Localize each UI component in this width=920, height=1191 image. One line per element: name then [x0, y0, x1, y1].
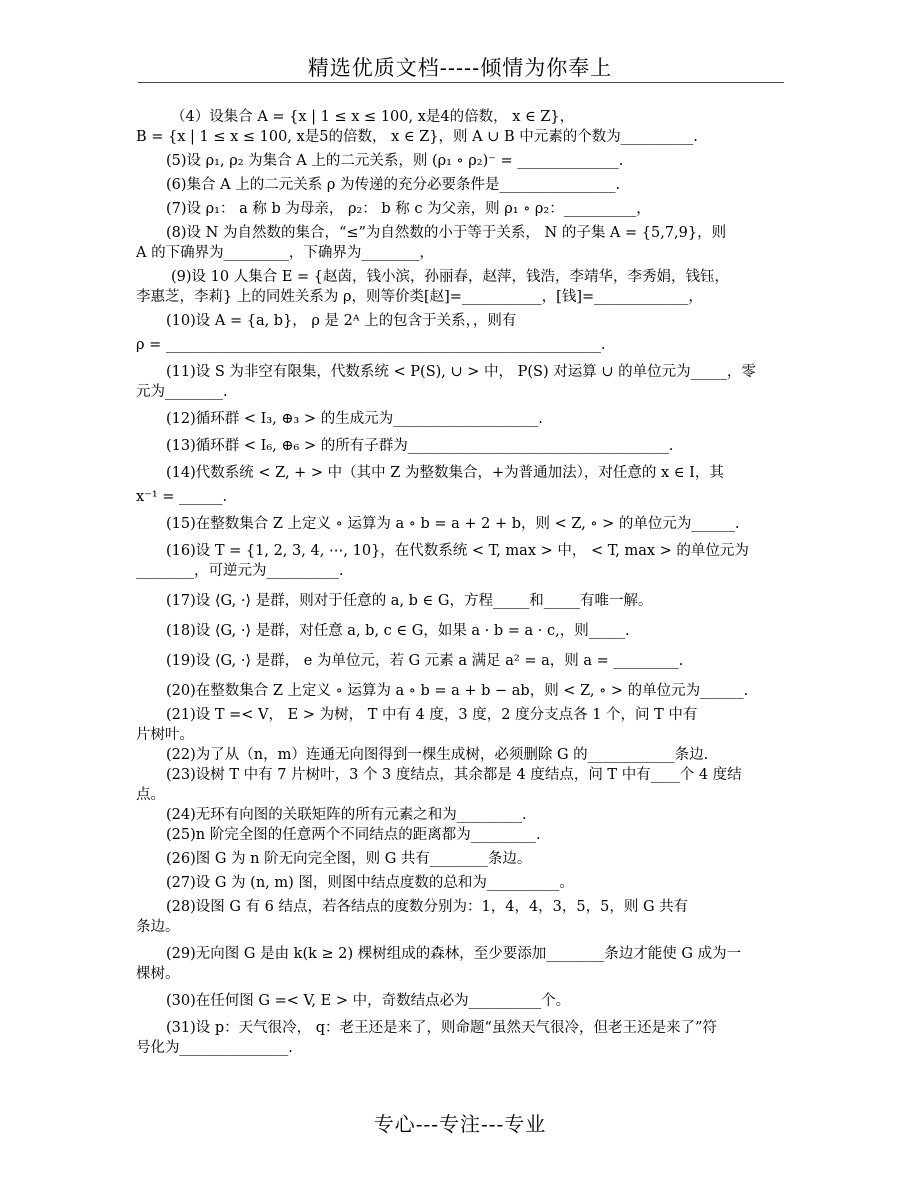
question-29-line-2: 棵树。 — [136, 966, 180, 982]
question-12: (12)循环群 < I₃, ⊕₃ > 的生成元为____________________. — [166, 411, 543, 427]
question-30: (30)在任何图 G =< V, E > 中，奇数结点必为__________个。 — [166, 993, 571, 1009]
question-19: (19)设 ⟨G, ·⟩ 是群， e 为单位元，若 G 元素 a 满足 a² = a，则 a = _________. — [166, 653, 684, 669]
question-26: (26)图 G 为 n 阶无向完全图，则 G 共有________条边。 — [166, 851, 532, 867]
question-15: (15)在整数集合 Z 上定义 ∘ 运算为 a ∘ b = a + 2 + b，则 < Z, ∘ > 的单位元为______. — [166, 516, 740, 532]
question-21-line-2: 片树叶。 — [136, 727, 194, 743]
question-9-line-2: 李惠芝，李莉} 上的同姓关系为 ρ，则等价类[赵]=___________，[钱]=_____________， — [136, 289, 703, 305]
question-29-line-1: (29)无向图 G 是由 k(k ≥ 2) 棵树组成的森林，至少要添加________条边才能使 G 成为一 — [166, 946, 742, 962]
question-4-line-1: （4）设集合 A = {x | 1 ≤ x ≤ 100, x是4的倍数， x ∈ Z}， — [171, 109, 575, 125]
question-list — [136, 108, 786, 1059]
question-5: (5)设 ρ₁, ρ₂ 为集合 A 上的二元关系，则 (ρ₁ ∘ ρ₂)⁻ = ______________. — [166, 153, 624, 169]
question-20: (20)在整数集合 Z 上定义 ∘ 运算为 a ∘ b = a + b − ab，则 < Z, ∘ > 的单位元为______. — [166, 683, 749, 699]
question-17: (17)设 ⟨G, ·⟩ 是群，则对于任意的 a, b ∈ G，方程_____和_____有唯一解。 — [166, 593, 653, 609]
question-27: (27)设 G 为 (n, m) 图，则图中结点度数的总和为__________。 — [166, 875, 574, 891]
question-24: (24)无环有向图的关联矩阵的所有元素之和为_________. — [166, 807, 527, 823]
question-21-line-1: (21)设 T =< V， E > 为树， T 中有 4 度，3 度，2 度分支点各 1 个，问 T 中有 — [166, 707, 698, 723]
question-31-line-1: (31)设 p：天气很冷， q：老王还是来了，则命题“虽然天气很冷，但老王还是来了”符 — [166, 1020, 717, 1036]
question-11-line-1: (11)设 S 为非空有限集，代数系统 < P(S), ∪ > 中， P(S) 对运算 ∪ 的单位元为_____，零 — [166, 364, 756, 380]
question-25: (25)n 阶完全图的任意两个不同结点的距离都为_________. — [166, 827, 541, 843]
question-10-line-1: (10)设 A = {a, b}， ρ 是 2ᴬ 上的包含于关系，，则有 — [166, 313, 517, 329]
question-31-line-2: 号化为_______________. — [136, 1040, 293, 1056]
question-22: (22)为了从（n，m）连通无向图得到一棵生成树，必须删除 G 的____________条边. — [166, 747, 709, 763]
question-23-line-1: (23)设树 T 中有 7 片树叶，3 个 3 度结点，其余都是 4 度结点，问 T 中有____个 4 度结 — [166, 767, 742, 783]
question-6: (6)集合 A 上的二元关系 ρ 为传递的充分必要条件是________________. — [166, 177, 621, 193]
question-9-line-1: (9)设 10 人集合 E = {赵茵，钱小滨，孙丽春，赵萍，钱浩，李靖华，李秀娟，钱钰， — [171, 269, 729, 285]
question-7: (7)设 ρ₁： a 称 b 为母亲， ρ₂： b 称 c 为父亲，则 ρ₁ ∘ ρ₂：__________， — [166, 201, 651, 217]
question-16-line-1: (16)设 T = {1, 2, 3, 4, ⋯, 10}，在代数系统 < T, max > 中， < T, max > 的单位元为 — [166, 543, 749, 559]
question-16-line-2: ________，可逆元为__________. — [136, 563, 344, 579]
question-23-line-2: 点。 — [136, 787, 165, 803]
question-8-line-1: (8)设 N 为自然数的集合，“≤”为自然数的小于等于关系， N 的子集 A = {5,7,9}，则 — [166, 225, 727, 241]
page-header: 精选优质文档-----倾情为你奉上 — [307, 56, 613, 80]
question-8-line-2: A 的下确界为_________，下确界为________， — [136, 245, 434, 261]
question-18: (18)设 ⟨G, ·⟩ 是群，对任意 a, b, c ∈ G，如果 a · b = a · c,，则_____. — [166, 623, 630, 639]
question-13: (13)循环群 < I₆, ⊕₆ > 的所有子群为____________________________________. — [166, 438, 674, 454]
question-28-line-2: 条边。 — [136, 919, 180, 935]
page-footer: 专心---专注---专业 — [373, 1112, 547, 1136]
question-4-line-2: B = {x | 1 ≤ x ≤ 100, x是5的倍数， x ∈ Z}，则 A ∪ B 中元素的个数为__________. — [136, 129, 698, 145]
question-14-line-2: x⁻¹ = ______. — [136, 489, 228, 505]
question-14-line-1: (14)代数系统 < Z, + > 中（其中 Z 为整数集合，+为普通加法），对任意的 x ∈ I，其 — [166, 465, 724, 481]
question-28-line-1: (28)设图 G 有 6 结点，若各结点的度数分别为：1，4，4，3，5，5，则 G 共有 — [166, 899, 689, 915]
header-divider — [138, 82, 784, 83]
question-11-line-2: 元为________. — [136, 384, 228, 400]
question-10-line-2: ρ = ____________________________________________________________. — [136, 337, 606, 353]
